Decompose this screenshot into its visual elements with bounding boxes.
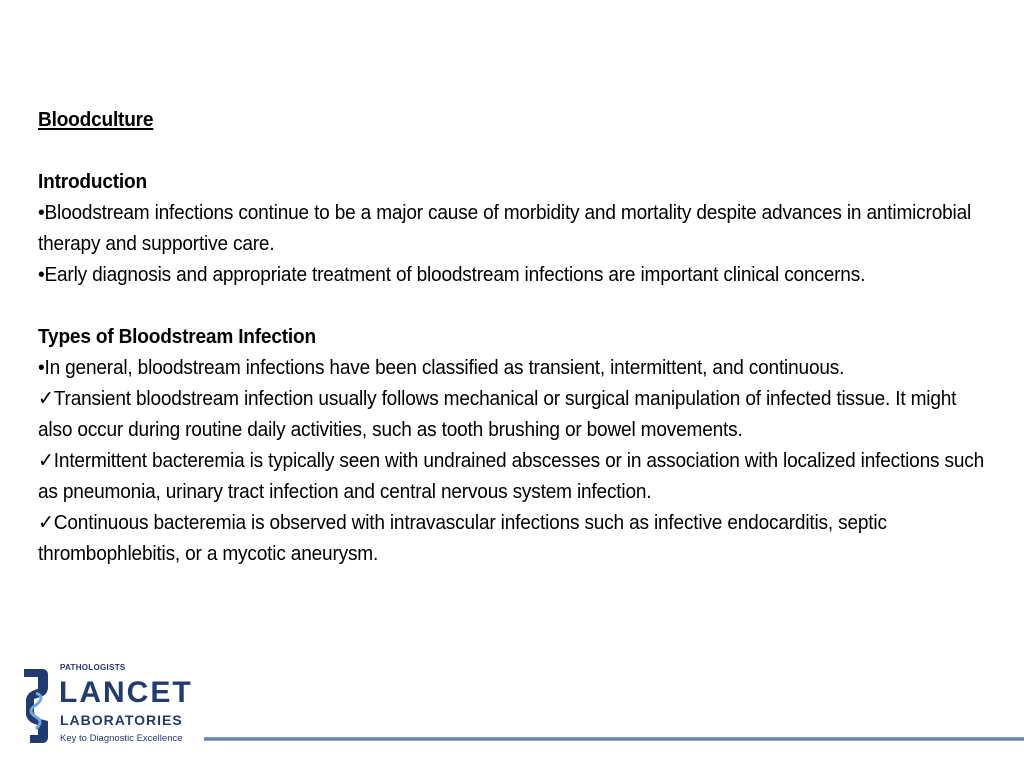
types-check-transient: ✓Transient bloodstream infection usually follows mechanical or surgical manipulation of infected tissue. It might also occur during routine daily activities, such as tooth brushing or bowel movements. — [38, 387, 957, 441]
spacer — [38, 135, 987, 166]
logo-tagline: Key to Diagnostic Excellence — [60, 733, 183, 744]
slide-body — [38, 104, 987, 569]
introduction-heading: Introduction — [38, 170, 147, 193]
types-bullet: •In general, bloodstream infections have been classified as transient, intermittent, and continuous. — [38, 356, 845, 379]
introduction-bullet-2: •Early diagnosis and appropriate treatment of bloodstream infections are important clinical concerns. — [38, 263, 866, 286]
footer — [0, 655, 1024, 765]
types-heading: Types of Bloodstream Infection — [38, 325, 316, 348]
caduceus-logo-icon — [22, 665, 54, 745]
lancet-logo — [22, 663, 192, 751]
logo-sub: LABORATORIES — [60, 712, 183, 728]
types-check-continuous: ✓Continuous bacteremia is observed with intravascular infections such as infective endocarditis, septic thrombophlebitis, or a mycotic aneurysm. — [38, 511, 887, 565]
spacer — [38, 290, 987, 321]
footer-divider — [204, 737, 1024, 741]
types-check-intermittent: ✓Intermittent bacteremia is typically seen with undrained abscesses or in association with localized infections such as pneumonia, urinary tract infection and central nervous system infection. — [38, 449, 985, 503]
introduction-bullet-1: •Bloodstream infections continue to be a major cause of morbidity and mortality despite advances in antimicrobial therapy and supportive care. — [38, 201, 972, 255]
slide-title: Bloodculture — [38, 108, 154, 131]
logo-top-text: PATHOLOGISTS — [60, 663, 126, 672]
logo-name: LANCET — [59, 676, 193, 709]
